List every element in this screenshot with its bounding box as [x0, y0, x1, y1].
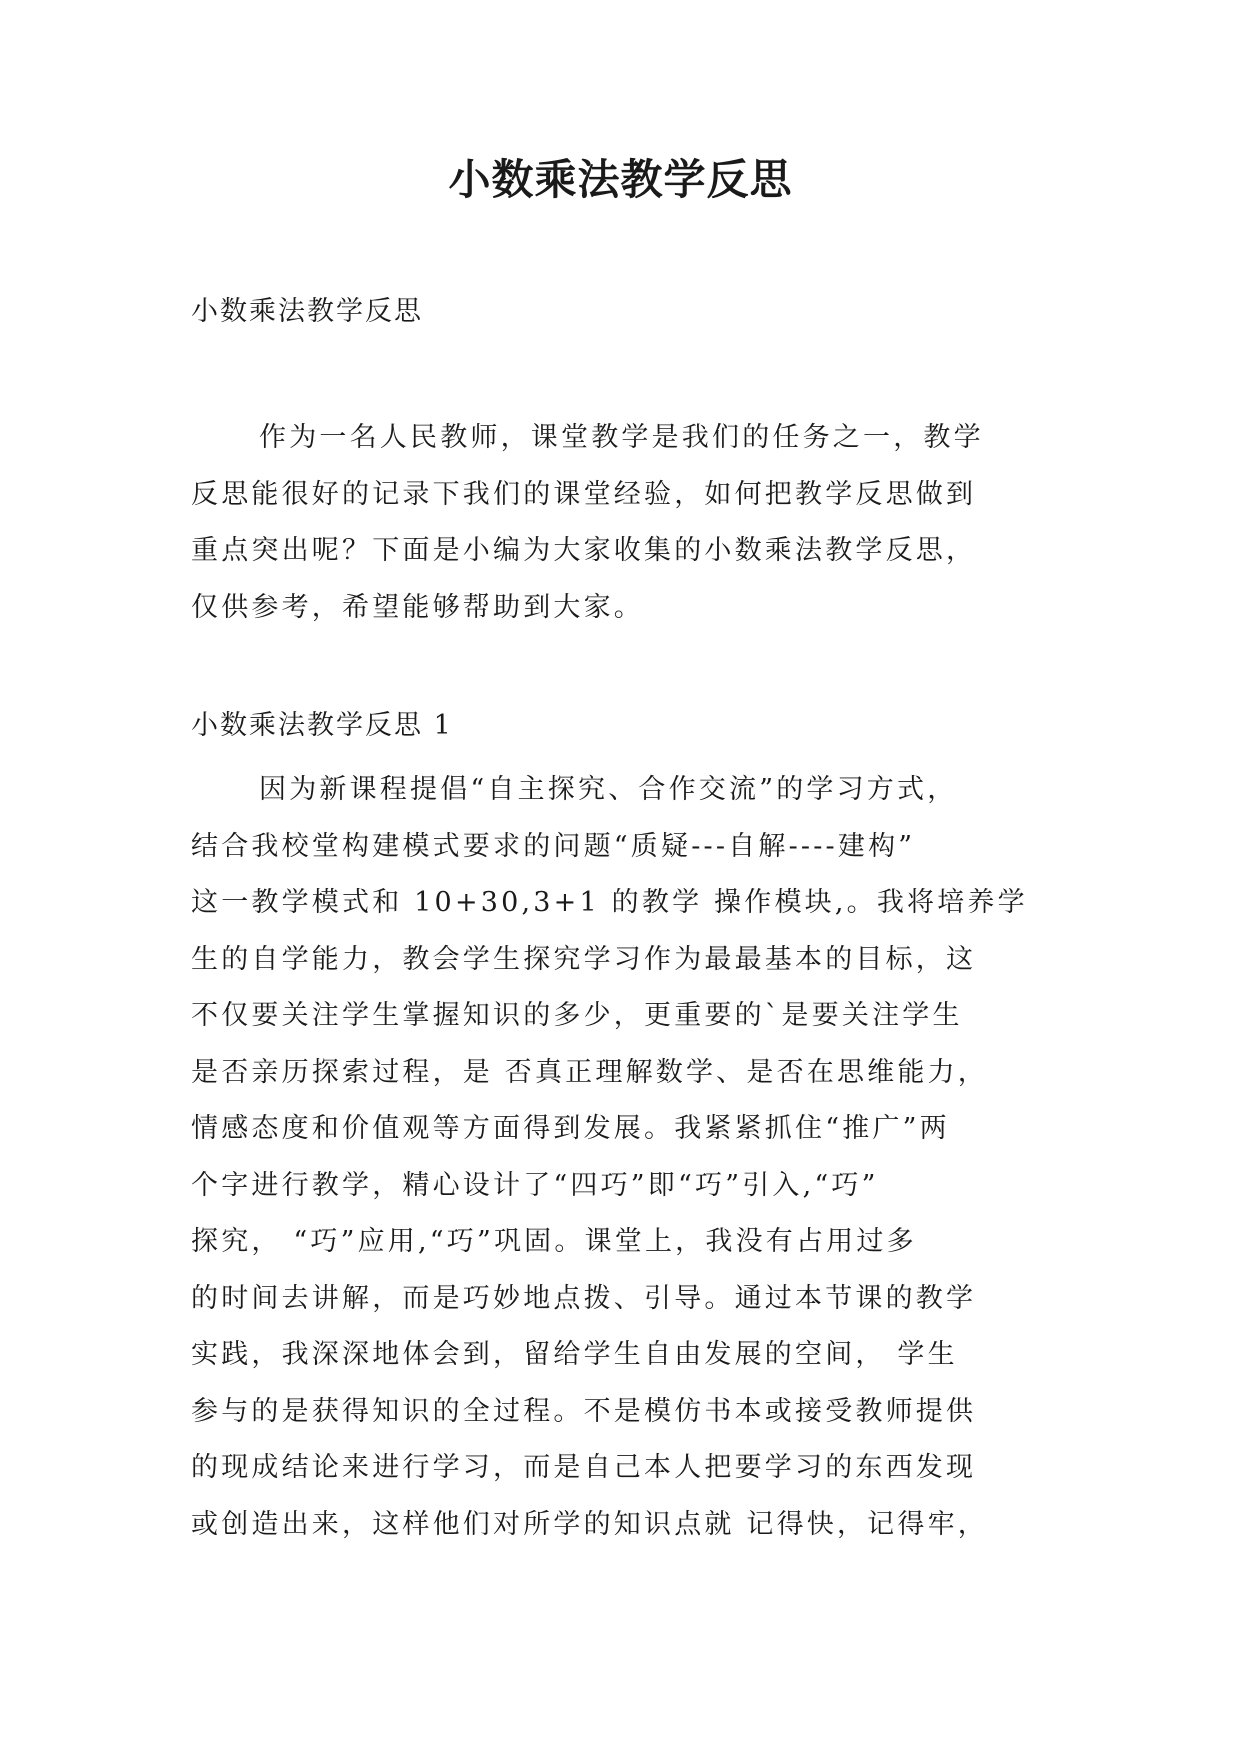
- intro-line: 仅供参考，希望能够帮助到大家。: [191, 591, 644, 623]
- body-line: 参与的是获得知识的全过程。不是模仿书本或接受教师提供: [191, 1395, 977, 1427]
- body-line: 实践，我深深地体会到，留给学生自由发展的空间， 学生: [191, 1339, 958, 1370]
- body-line: 这一教学模式和 10+30,3+1 的教学 操作模块,。我将培养学: [191, 887, 1028, 918]
- body-line: 是否亲历探索过程，是 否真正理解数学、是否在思维能力，: [191, 1056, 988, 1088]
- body-line: 因为新课程提倡“自主探究、合作交流”的学习方式，: [259, 774, 958, 805]
- body-line: 或创造出来，这样他们对所学的知识点就 记得快，记得牢，: [191, 1508, 988, 1540]
- document-title: 小数乘法教学反思: [448, 155, 793, 204]
- body-line: 不仅要关注学生掌握知识的多少，更重要的`是要关注学生: [191, 1000, 963, 1031]
- body-line: 探究， “巧”应用,“巧”巩固。课堂上，我没有占用过多: [191, 1226, 917, 1257]
- section-body-paragraph: [191, 762, 1071, 1553]
- intro-line: 反思能很好的记录下我们的课堂经验，如何把教学反思做到: [191, 478, 977, 510]
- intro-line: 作为一名人民教师，课堂教学是我们的任务之一，教学: [259, 422, 984, 453]
- body-line: 结合我校堂构建模式要求的问题“质疑---自解----建构”: [191, 830, 916, 862]
- document-subtitle: 小数乘法教学反思: [191, 296, 423, 327]
- section-heading: 小数乘法教学反思 1: [191, 710, 453, 741]
- body-line: 的现成结论来进行学习，而是自己本人把要学习的东西发现: [191, 1452, 977, 1483]
- body-line: 个字进行教学，精心设计了“四巧”即“巧”引入,“巧”: [191, 1169, 879, 1201]
- body-line: 生的自学能力，教会学生探究学习作为最最基本的目标，这: [191, 943, 977, 975]
- body-line: 情感态度和价值观等方面得到发展。我紧紧抓住“推广”两: [191, 1113, 950, 1144]
- body-line: 的时间去讲解，而是巧妙地点拨、引导。通过本节课的教学: [191, 1282, 977, 1314]
- intro-paragraph: [191, 410, 1055, 636]
- intro-line: 重点突出呢？下面是小编为大家收集的小数乘法教学反思，: [191, 535, 977, 566]
